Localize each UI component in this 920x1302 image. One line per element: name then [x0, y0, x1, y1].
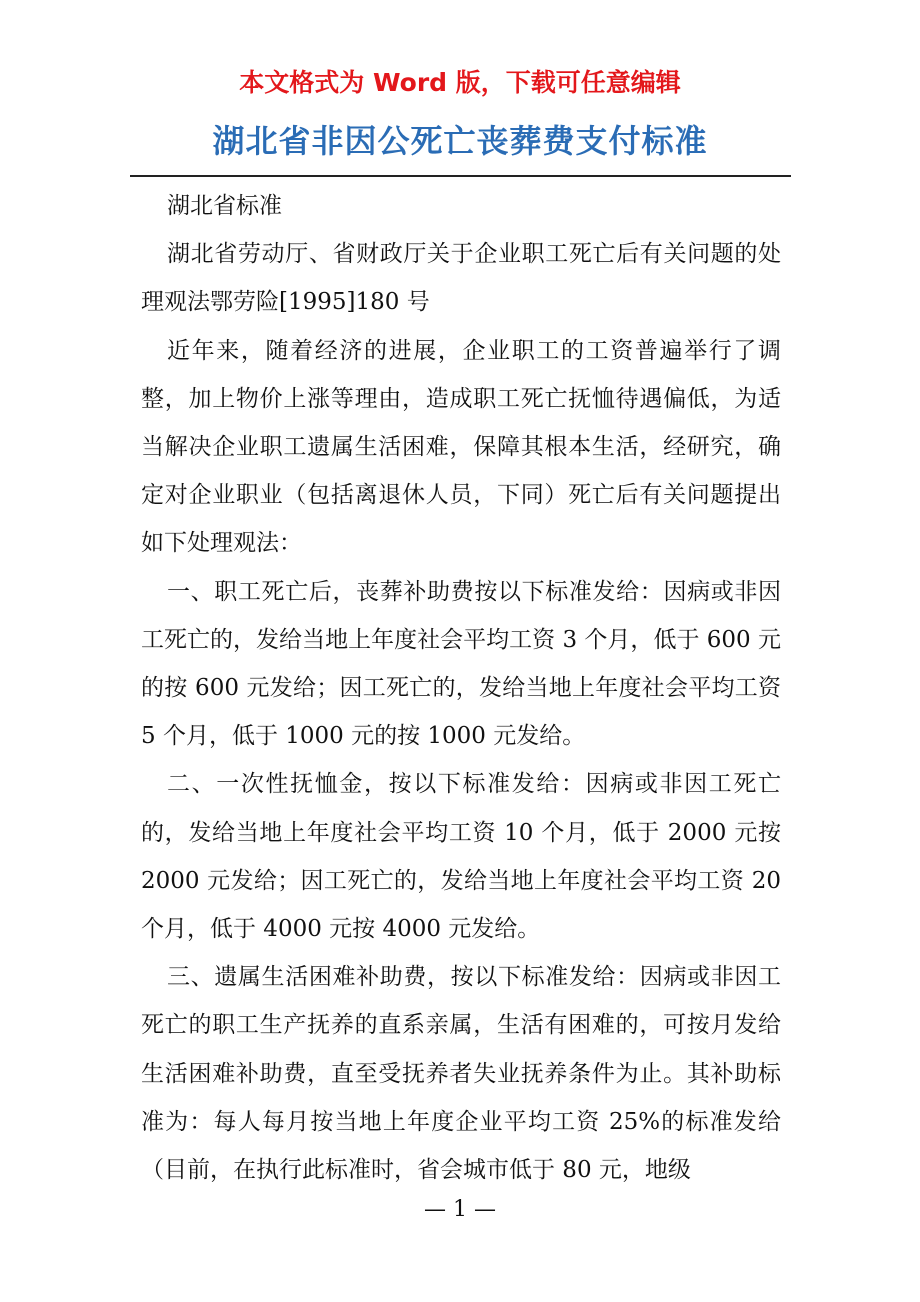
paragraph-item-3: 三、遗属生活困难补助费，按以下标准发给：因病或非因工死亡的职工生产抚养的直系亲属，生活有困难的，可按月发给生活困难补助费，直至受抚养者失业抚养条件为止。其补助标准为：每人每月按当地上年度企业平均工资 25%的标准发给（目前，在执行此标准时，省会城市低于 80 元，地级: [141, 964, 781, 1184]
paragraph-heading: 湖北省标准: [167, 193, 282, 219]
download-banner: 本文格式为 Word 版，下载可任意编辑: [239, 68, 681, 97]
document-body: [141, 182, 781, 1194]
paragraph-intro: 近年来，随着经济的进展，企业职工的工资普遍举行了调整，加上物价上涨等理由，造成职工死亡抚恤待遇偏低，为适当解决企业职工遗属生活困难，保障其根本生活，经研究，确定对企业职业（包括离退休人员，下同）死亡后有关问题提出如下处理观法：: [141, 337, 781, 557]
paragraph-item-2: 二、一次性抚恤金，按以下标准发给：因病或非因工死亡的，发给当地上年度社会平均工资 10 个月，低于 2000 元按 2000 元发给；因工死亡的，发给当地上年度社会平均工资 20 个月，低于 4000 元按 4000 元发给。: [141, 771, 781, 943]
title-divider: [130, 175, 791, 177]
document-title: 湖北省非因公死亡丧葬费支付标准: [212, 122, 708, 160]
page-number: — 1 —: [424, 1197, 496, 1222]
paragraph-notice-ref: 湖北省劳动厅、省财政厅关于企业职工死亡后有关问题的处理观法鄂劳险[1995]180 号: [141, 241, 781, 316]
paragraph-item-1: 一、职工死亡后，丧葬补助费按以下标准发给：因病或非因工死亡的，发给当地上年度社会平均工资 3 个月，低于 600 元的按 600 元发给；因工死亡的，发给当地上年度社会平均工资 5 个月，低于 1000 元的按 1000 元发给。: [141, 578, 781, 750]
